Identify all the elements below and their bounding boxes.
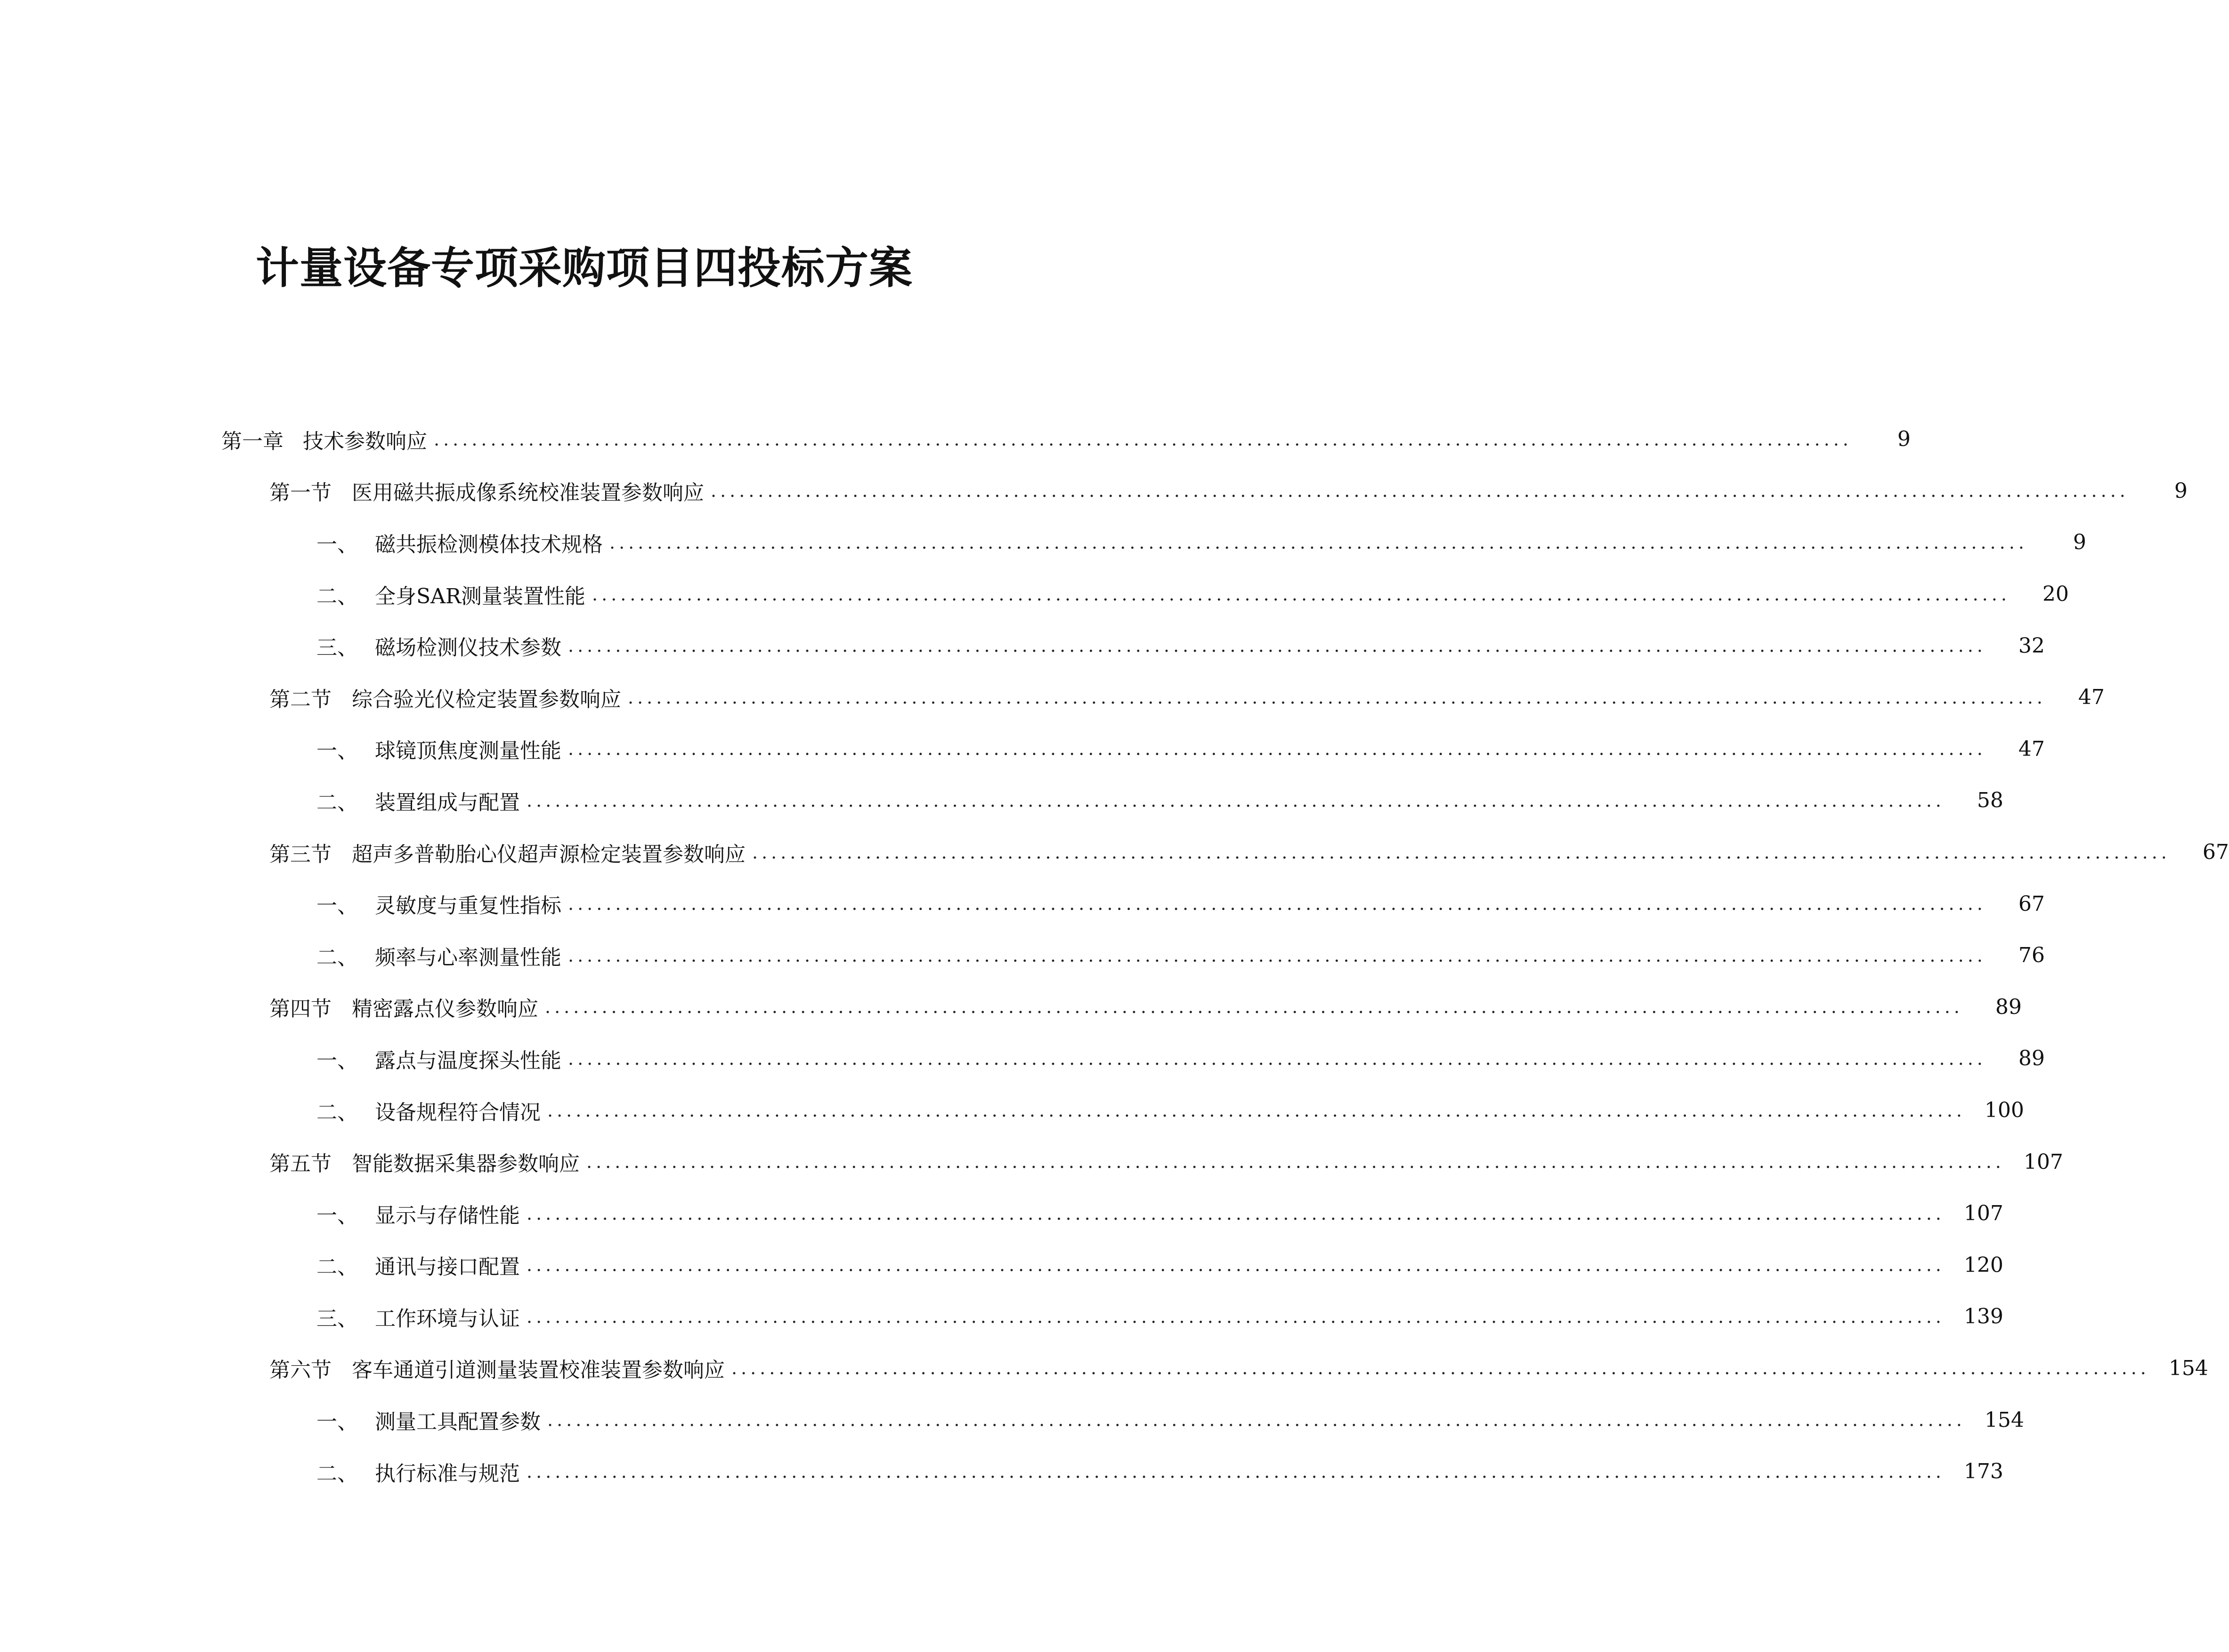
toc-dot-leader: ......................................................................................................................................................	[568, 893, 1986, 915]
toc-entry-section-2[interactable]	[0, 672, 2105, 723]
toc-entry-label: 显示与存储性能	[375, 1203, 520, 1228]
toc-entry-label: 执行标准与规范	[375, 1461, 520, 1486]
toc-dot-leader: ......................................................................................................................................................	[711, 480, 2129, 502]
toc-dot-leader: ......................................................................................................................................................	[586, 1151, 2005, 1173]
toc-entry-label: 超声多普勒胎心仪超声源检定装置参数响应	[352, 842, 746, 866]
toc-entry-label: 全身SAR测量装置性能	[375, 584, 586, 608]
document-title: 计量设备专项采购项目四投标方案	[255, 243, 913, 293]
toc-dot-leader: ......................................................................................................................................................	[545, 996, 1963, 1018]
toc-dot-leader: ......................................................................................................................................................	[527, 1255, 1945, 1276]
toc-page-number: 47	[2018, 737, 2045, 761]
toc-page-number: 58	[1977, 788, 2003, 813]
toc-page-number: 154	[2168, 1356, 2208, 1380]
toc-entry-label: 智能数据采集器参数响应	[352, 1152, 580, 1176]
toc-entry-subsection[interactable]	[0, 775, 2003, 826]
toc-dot-leader: ......................................................................................................................................................	[434, 429, 1852, 450]
toc-entry-subsection[interactable]	[0, 723, 2045, 775]
toc-entry-label: 频率与心率测量性能	[375, 945, 561, 970]
toc-page-number: 67	[2202, 840, 2229, 865]
toc-entry-subsection[interactable]	[0, 517, 2086, 568]
toc-entry-subsection[interactable]	[0, 930, 2045, 981]
toc-entry-subsection[interactable]	[0, 1085, 2024, 1136]
toc-entry-subsection[interactable]	[0, 1394, 2024, 1446]
toc-entry-label: 灵敏度与重复性指标	[375, 894, 561, 918]
toc-entry-label: 磁场检测仪技术参数	[375, 636, 561, 660]
toc-entry-label: 露点与温度探头性能	[375, 1048, 561, 1073]
toc-entry-subsection[interactable]	[0, 620, 2045, 672]
table-of-contents	[0, 413, 2229, 1497]
toc-entry-number: 一、	[316, 1203, 358, 1228]
toc-dot-leader: ......................................................................................................................................................	[547, 1409, 1966, 1431]
toc-dot-leader: ......................................................................................................................................................	[568, 738, 1986, 760]
toc-entry-label: 综合验光仪检定装置参数响应	[352, 687, 621, 712]
toc-entry-chapter-1[interactable]	[0, 413, 1911, 465]
toc-page-number: 9	[2073, 530, 2086, 555]
toc-entry-number: 第四节	[269, 997, 332, 1021]
toc-dot-leader: ......................................................................................................................................................	[568, 635, 1986, 656]
toc-page-number: 100	[1984, 1098, 2024, 1123]
toc-entry-label: 工作环境与认证	[375, 1306, 520, 1331]
toc-entry-number: 第二节	[269, 687, 332, 712]
toc-entry-number: 二、	[316, 584, 358, 608]
toc-entry-section-1[interactable]	[0, 465, 2188, 517]
toc-page-number: 173	[1963, 1459, 2003, 1484]
toc-entry-subsection[interactable]	[0, 1239, 2003, 1291]
toc-entry-subsection[interactable]	[0, 1033, 2045, 1085]
toc-entry-number: 二、	[316, 1255, 358, 1279]
toc-dot-leader: ......................................................................................................................................................	[568, 945, 1986, 966]
toc-entry-subsection[interactable]	[0, 1446, 2003, 1498]
toc-entry-number: 二、	[316, 1100, 358, 1125]
toc-dot-leader: ......................................................................................................................................................	[592, 583, 2010, 605]
toc-entry-number: 二、	[316, 1461, 358, 1486]
toc-entry-section-3[interactable]	[0, 826, 2229, 878]
toc-dot-leader: ......................................................................................................................................................	[547, 1100, 1966, 1121]
toc-entry-number: 第六节	[269, 1358, 332, 1383]
toc-page-number: 67	[2018, 891, 2045, 916]
toc-page-number: 32	[2018, 633, 2045, 658]
toc-entry-section-5[interactable]	[0, 1136, 2063, 1188]
toc-dot-leader: ......................................................................................................................................................	[609, 532, 2028, 553]
toc-page-number: 154	[1984, 1408, 2024, 1432]
toc-dot-leader: ......................................................................................................................................................	[527, 790, 1945, 811]
toc-entry-subsection[interactable]	[0, 878, 2045, 930]
toc-entry-label: 测量工具配置参数	[375, 1410, 541, 1434]
toc-entry-label: 精密露点仪参数响应	[352, 997, 538, 1021]
toc-dot-leader: ......................................................................................................................................................	[527, 1461, 1945, 1482]
toc-page-number: 107	[1963, 1201, 2003, 1226]
toc-page-number: 9	[2174, 478, 2188, 503]
toc-entry-number: 三、	[316, 636, 358, 660]
toc-entry-section-4[interactable]	[0, 981, 2022, 1033]
toc-page-number: 89	[1995, 995, 2022, 1019]
toc-page-number: 139	[1963, 1304, 2003, 1329]
toc-page-number: 9	[1897, 427, 1911, 452]
toc-page-number: 76	[2018, 943, 2045, 968]
toc-entry-label: 医用磁共振成像系统校准装置参数响应	[352, 481, 704, 505]
toc-dot-leader: ......................................................................................................................................................	[527, 1306, 1945, 1327]
toc-entry-label: 装置组成与配置	[375, 790, 520, 815]
toc-entry-label: 球镜顶焦度测量性能	[375, 739, 561, 763]
toc-entry-label: 设备规程符合情况	[375, 1100, 541, 1125]
toc-dot-leader: ......................................................................................................................................................	[628, 687, 2046, 708]
toc-entry-number: 第五节	[269, 1152, 332, 1176]
toc-entry-number: 一、	[316, 894, 358, 918]
toc-entry-number: 一、	[316, 1410, 358, 1434]
toc-entry-number: 二、	[316, 790, 358, 815]
toc-dot-leader: ......................................................................................................................................................	[731, 1358, 2150, 1379]
toc-entry-subsection[interactable]	[0, 1291, 2003, 1343]
toc-dot-leader: ......................................................................................................................................................	[568, 1048, 1986, 1069]
toc-page-number: 120	[1963, 1253, 2003, 1277]
toc-entry-number: 一、	[316, 739, 358, 763]
toc-entry-number: 二、	[316, 945, 358, 970]
toc-dot-leader: ......................................................................................................................................................	[752, 842, 2171, 863]
toc-entry-label: 客车通道引道测量装置校准装置参数响应	[352, 1358, 725, 1383]
toc-entry-label: 技术参数响应	[303, 429, 427, 453]
toc-page-number: 47	[2078, 685, 2105, 710]
toc-page-number: 107	[2023, 1150, 2063, 1174]
toc-entry-label: 磁共振检测模体技术规格	[375, 532, 603, 557]
toc-entry-label: 通讯与接口配置	[375, 1255, 520, 1279]
toc-dot-leader: ......................................................................................................................................................	[527, 1203, 1945, 1224]
toc-page-number: 89	[2018, 1046, 2045, 1071]
toc-entry-number: 第一章	[221, 429, 284, 453]
toc-entry-subsection[interactable]	[0, 1188, 2003, 1239]
toc-entry-number: 一、	[316, 532, 358, 557]
toc-entry-section-6[interactable]	[0, 1343, 2208, 1394]
toc-entry-subsection[interactable]	[0, 568, 2069, 620]
toc-entry-number: 第三节	[269, 842, 332, 866]
toc-page-number: 20	[2042, 582, 2069, 607]
toc-entry-number: 第一节	[269, 481, 332, 505]
toc-entry-number: 三、	[316, 1306, 358, 1331]
toc-entry-number: 一、	[316, 1048, 358, 1073]
